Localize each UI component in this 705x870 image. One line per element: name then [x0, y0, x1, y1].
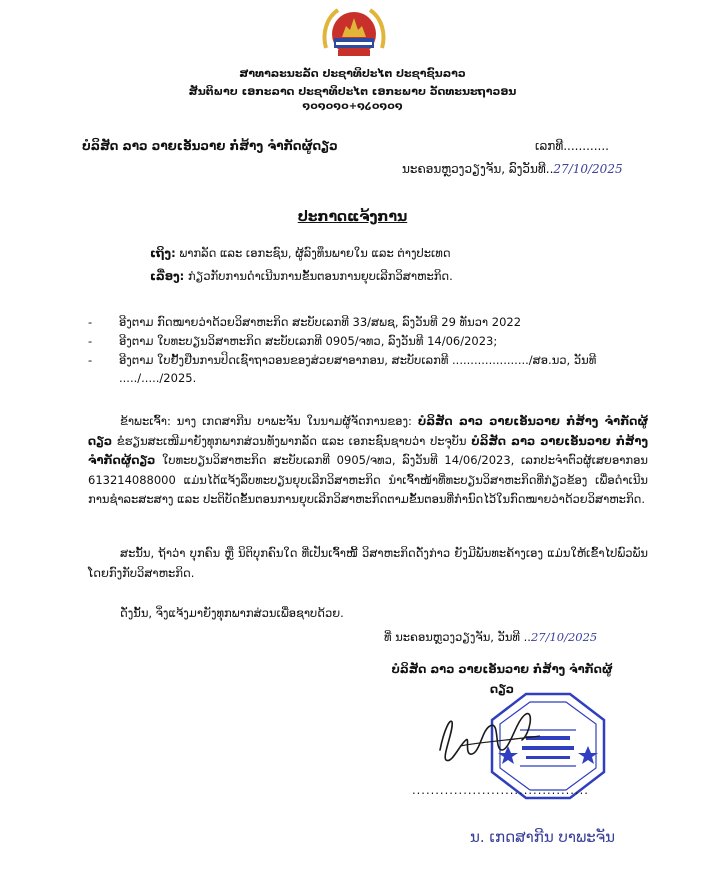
signature-date: [384, 630, 597, 644]
list-item-text: ອີງຕາມ ໃບຢັ້ງຢືນການປິດເຊົາຖາວອນຂອງສ່ວຍສາອາກອນ, ສະບັບເລກທີ ...................../ສອ.ນວ, ວັນທີ ...../...../2025.: [119, 353, 597, 385]
header-line-3: ໑໐໑໐໑໐+໑໒໐໑໐໑: [302, 101, 403, 112]
body-text: ຂ້າພະເຈົ້າ: ນາງ ເກດສາກີນ ບາພະຈັນ ໃນນາມຜູ້ຈັດການຂອງ:: [120, 414, 418, 428]
list-item: [88, 332, 648, 350]
list-item: [88, 351, 648, 387]
national-emblem-icon: [318, 4, 390, 64]
header-line-1: ສາທາລະນະລັດ ປະຊາທິປະໄຕ ປະຊາຊົນລາວ: [239, 67, 466, 80]
list-item-text: ອີງຕາມ ໃບທະບຽນວິສາຫະກິດ ສະບັບເລກທີ 0905/ຈທວ, ລົງວັນທີ 14/06/2023;: [119, 334, 498, 348]
sender-company: ບໍລິສັດ ລາວ ວາຍເອັນວາຍ ກໍ່ສ້າງ ຈຳກັດຜູ້ດຽວ: [82, 139, 338, 153]
signature-line: ......................................: [412, 783, 589, 797]
letter-date-value: 27/10/2025: [553, 162, 623, 176]
body-text: ໃບທະບຽນວິສາຫະກິດ ສະບັບເລກທີ 0905/ຈທວ, ລົງວັນທີ 14/06/2023, ເລກປະຈຳຕົວຜູ້ເສຍອາກອນ 613214088000 ແມ່ນໄດ້ແຈ້ງລຶບທະບຽນຍຸບເລີກວິສາຫະກິດ ນຳເຈົ້າໜ້າທີ່ທະບຽນວິສາຫະກິດທີ່ກ່ຽວຂ້ອງ ເພື່ອດຳເນີນການຊຳລະສະສາງ ແລະ ປະຕິບັດຂັ້ນຕອນການຍຸບເລີກວິສາຫະກິດຕາມຂັ້ນຕອນທີ່ກຳນົດໄວ້ໃນກົດໝາຍວ່າດ້ວຍວິສາຫະກິດ.: [88, 453, 648, 506]
list-bullet: -: [88, 353, 93, 367]
body-paragraph-2: ສະນັ້ນ, ຖ້າວ່າ ບຸກຄົນ ຫຼື ນິຕິບຸກຄົນໃດ ທີ່ເປັນເຈົ້າໜີ້ ວິສາຫະກິດດັ່ງກ່າວ ຍັງມີພັນທະຄ້າງເອງ ແມ່ນໃຫ້ເຂົ້າໄປພົວພັນໂດຍກົງກັບວິສາຫະກິດ.: [88, 546, 648, 580]
body-text: ຂໍຮຽນສະເໜີມາຍັງທຸກພາກສ່ວນທັງພາກລັດ ແລະ ເອກະຊົນຊາບວ່າ ປະຈຸບັນ: [112, 433, 472, 448]
document-number: ເລກທີ............: [535, 139, 609, 153]
reference-list: [88, 313, 648, 388]
subject-line: [150, 269, 453, 283]
subject-label: ເລື່ອງ:: [150, 269, 185, 283]
company-name-bold: ບໍລິສັດ ລາວ ວາຍເອັນວາຍ ກໍ່ສ້າງ ຈຳກັດຜູ້ດຽວ: [88, 433, 648, 467]
letter-date-label: ນະຄອນຫຼວງວຽງຈັນ, ລົງວັນທີ..: [402, 162, 554, 176]
header-line-2: ສັນຕິພາບ ເອກະລາດ ປະຊາທິປະໄຕ ເອກະພາບ ວັດທະນະຖາວອນ: [188, 85, 517, 98]
subject-text: ກ່ຽວກັບການດຳເນີນການຂັ້ນຕອນການຍຸບເລີກວິສາຫະກິດ.: [184, 269, 453, 283]
letter-date: [402, 162, 623, 176]
company-name-bold: ບໍລິສັດ ລາວ ວາຍເອັນວາຍ ກໍ່ສ້າງ ຈຳກັດຜູ້ດຽວ: [88, 414, 648, 448]
body-paragraph-3: ດັ່ງນັ້ນ, ຈິ່ງແຈ້ງມາຍັງທຸກພາກສ່ວນເພື່ອຊາບດ້ວຍ.: [120, 606, 344, 620]
signature-date-value: 27/10/2025: [530, 630, 598, 644]
list-item: [88, 313, 648, 331]
recipient-text: ພາກລັດ ແລະ ເອກະຊົນ, ຜູ້ລົງທຶນພາຍໃນ ແລະ ຕ່າງປະເທດ: [175, 246, 451, 260]
handwritten-signature-icon: [430, 700, 550, 780]
signature-date-label: ທີ່ ນະຄອນຫຼວງວຽງຈັນ, ວັນທີ ..: [384, 630, 531, 644]
list-item-text: ອີງຕາມ ກົດໝາຍວ່າດ້ວຍວິສາຫະກິດ ສະບັບເລກທີ 33/ສພຊ, ລົງວັນທີ 29 ທັນວາ 2022: [119, 315, 522, 329]
signature-company: ບໍລິສັດ ລາວ ວາຍເອັນວາຍ ກໍ່ສ້າງ ຈຳກັດຜູ້ດຽວ: [391, 662, 613, 696]
page-title: ປະກາດແຈ້ງການ: [297, 209, 408, 225]
body-paragraph-1: [88, 412, 648, 510]
recipient-line: [150, 246, 451, 260]
list-bullet: -: [88, 315, 93, 329]
signer-name: ນ. ເກດສາກີນ ບາພະຈັນ: [470, 828, 616, 846]
list-bullet: -: [88, 334, 93, 348]
recipient-label: ເຖິງ:: [150, 246, 176, 260]
